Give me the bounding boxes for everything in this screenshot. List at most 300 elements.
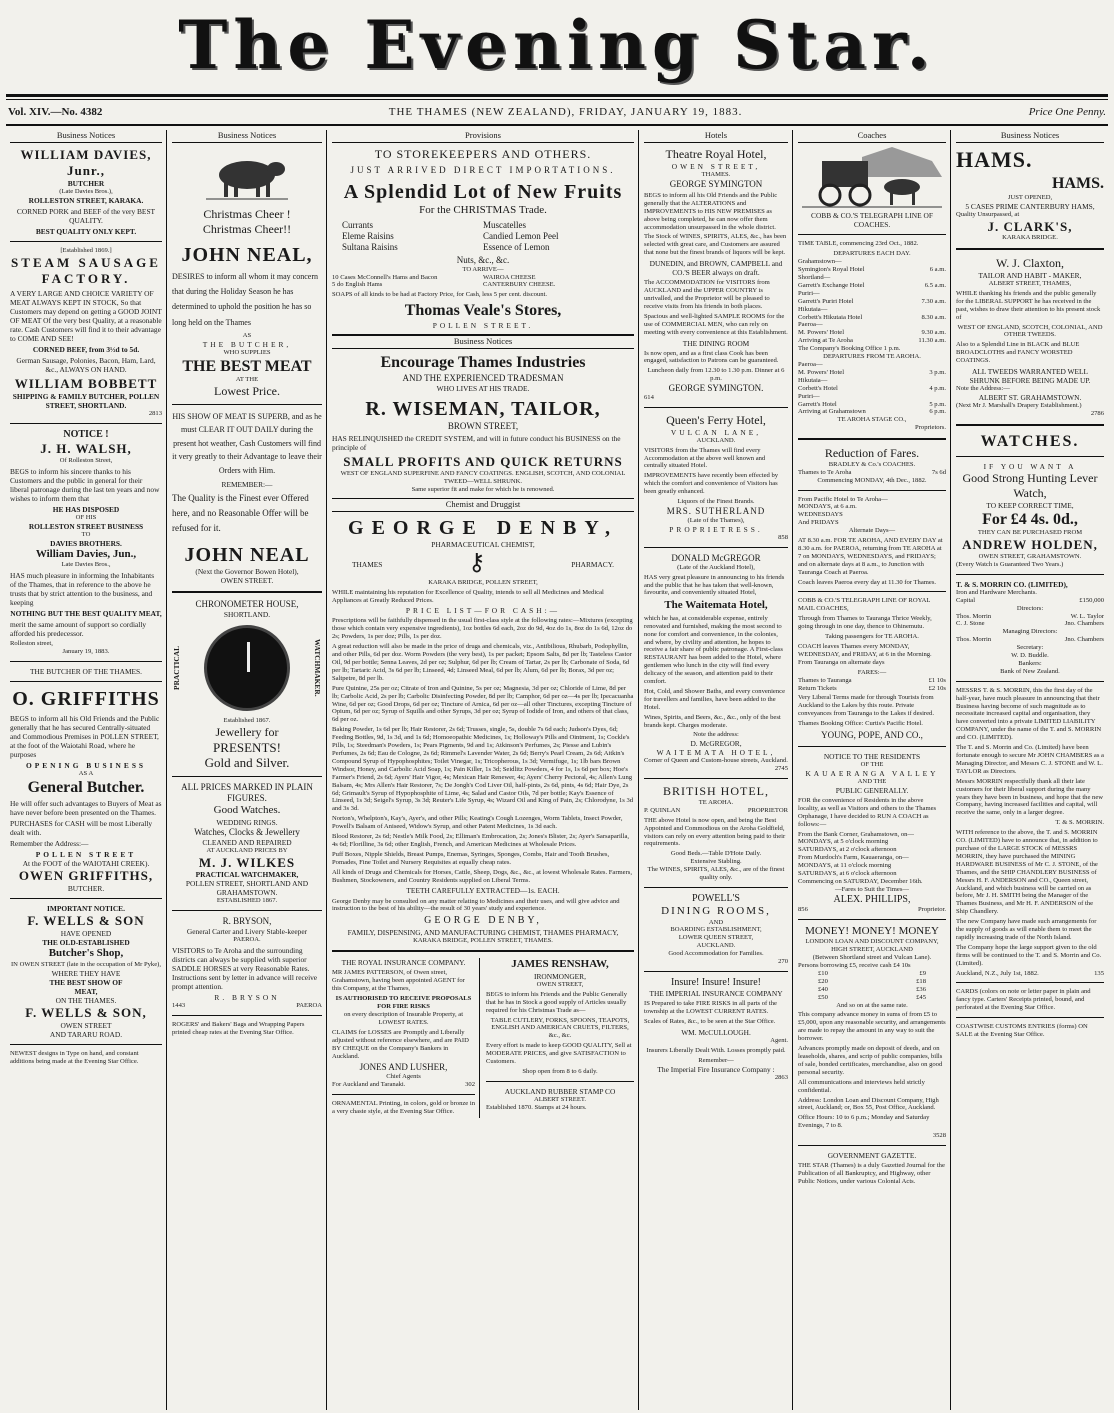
ad-line: JUST OPENED, bbox=[1007, 193, 1053, 201]
ad-line: Shop open from 8 to 6 daily. bbox=[522, 1067, 598, 1075]
ad-line: And so on at the same rate. bbox=[836, 1001, 908, 1009]
ad-line: BEST QUALITY ONLY KEPT. bbox=[35, 227, 137, 237]
ad-line: The Imperial Fire Insurance Company : bbox=[657, 1064, 775, 1074]
ad-line: ROLLESTON STREET, KARAKA. bbox=[28, 196, 144, 206]
ad-text: Very Liberal Terms made for through Tourists from Auckland to the Lakes by this route. Private conveyances from Tauranga to the Lakes if desired. bbox=[798, 694, 934, 718]
ad-line: THE DINING ROOM bbox=[682, 338, 750, 348]
ad-heading: THE ROYAL INSURANCE COMPANY. bbox=[341, 958, 466, 968]
ad-line: Directors: bbox=[1016, 604, 1044, 612]
timetable-row: Arriving at Grahamstown 6 p.m. bbox=[798, 408, 946, 416]
ad-line: AUCKLAND. bbox=[696, 942, 736, 950]
ad-text: A VERY LARGE AND CHOICE VARIETY OF MEAT ALWAYS KEPT IN STOCK, So that Customers may depend on getting a GOOD JOINT OF MEAT Of the very best Quality, at a reasonable rate. Cash Customers will find it to their advantage to COME AND SEE! bbox=[10, 288, 162, 343]
ad-number: 856 bbox=[798, 906, 808, 914]
ad-text: Blood Restorer, 2s 6d; Nestle's Milk Food, 2s; Elliman's Embrocation, 2s; Jones's Blister, 2s; Ayer's Sarsaparilla, 4s 6d; Florilline, 3s 6d; other English, French, and American Medicines at Wholesale Prices. bbox=[332, 833, 630, 848]
ad-line: Corner of Queen and Custom-house streets, Auckland. bbox=[644, 757, 788, 765]
ad-line: January 19, 1883. bbox=[62, 648, 110, 656]
ad-text: COACH leaves Thames every MONDAY, WEDNESDAY, and FRIDAY, at 6 in the Morning. From Tauranga on alternate days bbox=[798, 643, 932, 666]
ad-line: ALBERT STREET, THAMES, bbox=[988, 279, 1072, 287]
ad-text: Address: London Loan and Discount Company, High street, Auckland; or, Box 55, Post Office, Auckland. bbox=[798, 1096, 939, 1112]
ad-line: Commencing on SATURDAY, December 16th. bbox=[798, 878, 923, 886]
timetable-row: Grahamstown— bbox=[798, 258, 842, 266]
ad-line: TE AROHA STAGE CO., bbox=[837, 416, 907, 424]
ad-number: 2745 bbox=[774, 765, 788, 773]
key-icon: ⚷ bbox=[468, 550, 486, 577]
ad-line: AS A bbox=[78, 769, 94, 777]
ad-text: IMPROVEMENTS have recently been effected by which the comfort and convenience of Visitors has been greatly enhanced. bbox=[644, 472, 779, 496]
ad-text: BEGS to inform all his Old Friends and the Public generally that the ALTERATIONS and IMPROVEMENTS to HIS NEW PREMISES as above being completed, he can now offer them accommodation unsurpassed in the whole district. bbox=[644, 191, 778, 231]
section-header: Business Notices bbox=[956, 130, 1104, 143]
ad-number: 3528 bbox=[932, 1132, 946, 1140]
section-header: Business Notices bbox=[10, 130, 162, 143]
ad-line: WEST OF ENGLAND, SCOTCH, COLONIAL, AND OTHER TWEEDS. bbox=[957, 323, 1103, 339]
ad-line: WM. McCULLOUGH. bbox=[681, 1027, 751, 1037]
ad-line: FAMILY, DISPENSING, AND MANUFACTURING CHEMIST, THAMES PHARMACY, bbox=[347, 927, 619, 937]
ad-line: Quality Unsurpassed, at bbox=[956, 210, 1020, 218]
volume-number: Vol. XIV.—No. 4382 bbox=[8, 106, 103, 118]
ad-line: CANTERBURY CHEESE. bbox=[483, 281, 556, 289]
ad-text: VISITORS to Te Aroha and the surrounding districts can always be supplied with superior SADDLE HORSES at very Reasonable Rates. Instructions sent by letter in advance will receive prompt attention. bbox=[172, 946, 318, 992]
ad-line: WEDNESDAYS bbox=[798, 511, 843, 519]
ad-text: HIS SHOW OF MEAT IS SUPERB, and as he must CLEAR IT OUT DAILY during the present hot weather, Cash Customers will find it very greatly to their Advantage to leave their Orders with Him. bbox=[172, 411, 322, 476]
ad-text: IS Prepared to take FIRE RISKS in all parts of the township at the LOWEST CURRENT RATES. bbox=[644, 1000, 777, 1016]
ad-text: Insurers Liberally Dealt With. Losses promptly paid. bbox=[646, 1046, 786, 1054]
ad-line: At the FOOT of the WAIOTAHI CREEK). bbox=[22, 859, 150, 869]
ad-line: AT AUCKLAND PRICES BY bbox=[206, 846, 288, 854]
ad-line: And FRIDAYS bbox=[798, 519, 839, 527]
timetable-row: Corbett's Hotel 4 p.m. bbox=[798, 384, 946, 392]
ad-text: BEGS to inform his sincere thanks to his Customers and the public in general for their liberal patronage during the last ten years and now wishes to inform them that bbox=[10, 466, 160, 503]
ad-heading: AUCKLAND RUBBER STAMP CO bbox=[504, 1086, 616, 1096]
ad-line: The Company's Booking Office 1 p.m. bbox=[798, 345, 901, 353]
ad-line: CLEANED AND REPAIRED bbox=[202, 837, 292, 847]
ad-line: Extensive Stabling. bbox=[690, 858, 742, 866]
ad-heading: Good Watches. bbox=[213, 804, 281, 817]
timetable-row: Puriri— bbox=[798, 289, 820, 297]
ad-heading: SMALL PROFITS AND QUICK RETURNS bbox=[343, 454, 623, 470]
coach-illustration bbox=[802, 147, 942, 209]
ad-text: FOR the convenience of Residents in the above locality, as well as Visitors and others to the Thames Orphanage, I have decided to RUN A COACH as follows:— bbox=[798, 796, 937, 828]
ad-line: WHERE THEY HAVE bbox=[51, 968, 121, 978]
timetable-row: Puriri— bbox=[798, 392, 820, 400]
ad-number: 2786 bbox=[1090, 409, 1104, 417]
ad-line: From the Bank Corner, Grahamstown, on— bbox=[798, 830, 915, 838]
ad-number: 270 bbox=[778, 958, 788, 966]
ad-line: AUCKLAND. bbox=[696, 436, 736, 444]
ad-text: PURCHASES for CASH will be most Liberally dealt with. bbox=[10, 819, 153, 838]
column-rule bbox=[638, 130, 639, 1410]
ad-heading: The Waitemata Hotel, bbox=[664, 599, 768, 612]
ad-text: Pure Quinine, 25s per oz; Citrate of Iron and Quinine, 5s per oz; Magnesia, 3d per oz; Chloride of Lime, 8d per lb; Carbolic Acid, 2s per lb; Carbolic Disinfecting Powder, 8d per lb; Camphor, 6d per oz—4s per lb; Ipecacuanha Wine, 6d per oz; Good Drops, 6d per oz; Tincture of Arnica, 6d per oz—all other Tinctures, excepting Tincture of Opium, 6d per oz; Syrup of Squills and other Syrups, 3d per oz; Syrup of Iodide of Iron, and others of that class, 6d per oz. bbox=[332, 684, 634, 724]
ad-heading: M. J. WILKES bbox=[198, 854, 296, 870]
ad-line: PROPRIETOR bbox=[747, 806, 788, 814]
newspaper-title: The Evening Star. bbox=[178, 6, 936, 84]
ad-text: Hot, Cold, and Shower Baths, and every convenience for travellers and families, have been added to the Hotel. bbox=[644, 687, 785, 711]
ad-line: AND bbox=[708, 918, 724, 926]
timetable-row: Garrett's Hotel 5 p.m. bbox=[798, 400, 946, 408]
ad-text: WHILE thanking his friends and the public generally for the LIBERAL SUPPORT he has received in the past, wishes to draw their attention to his present stock of bbox=[956, 289, 1101, 321]
ad-line: ALL TWEEDS WARRANTED WELL SHRUNK BEFORE BEING MADE UP. bbox=[969, 367, 1091, 386]
ad-line: WHO SUPPLIES bbox=[223, 348, 271, 356]
ad-text: German Sausage, Polonies, Bacon, Ham, Lard, &c., ALWAYS ON HAND. bbox=[16, 355, 156, 375]
ad-line: WAIROA CHEESE bbox=[483, 273, 536, 281]
timetable-heading: DEPARTURES FROM TE AROHA. bbox=[823, 353, 921, 361]
ad-line: General Carter and Livery Stable-keeper bbox=[186, 927, 308, 937]
ad-line: VULCAN LANE, bbox=[670, 427, 762, 437]
ad-heading: BRITISH HOTEL, bbox=[663, 784, 769, 799]
ad-text: ORNAMENTAL Printing, in colors, gold or bronze in a very chaste style, at the Evening Star Office. bbox=[332, 1100, 475, 1116]
ad-line: BUTCHER bbox=[67, 179, 105, 189]
ad-line: BUTCHER. bbox=[67, 884, 105, 894]
ad-line: LOWER QUEEN STREET, bbox=[678, 934, 754, 942]
ad-line: PRICE LIST—FOR CASH:— bbox=[405, 606, 561, 616]
ad-text: The new Company have made such arrangements for the supply of goods as will enable them to meet the rapidly increasing trade of the North Island. bbox=[956, 918, 1097, 941]
ad-line: OF HIS bbox=[75, 513, 97, 521]
section-header: Provisions bbox=[332, 130, 634, 143]
ad-text: COBB & CO.'S TELEGRAPH LINE OF ROYAL MAIL COACHES, bbox=[798, 597, 931, 613]
ad-line: TO ARRIVE— bbox=[462, 265, 504, 273]
ad-line: D. McGREGOR, bbox=[690, 739, 742, 749]
ad-heading: William Davies, Jun., bbox=[35, 547, 137, 560]
ad-text: THE above Hotel is now open, and being the Best Appointed and Commodious on the Aroha Goldfield, visitors can rely on every attention being paid to their requirements. bbox=[644, 816, 786, 848]
ad-line: Auckland, N.Z., July 1st, 1882. bbox=[956, 969, 1039, 977]
ad-line: CORNED BEEF, from 3½d to 5d. bbox=[32, 344, 140, 354]
fruit-item: Essence of Lemon bbox=[483, 241, 550, 252]
ad-line: OWEN STREET. bbox=[220, 575, 274, 585]
ad-number: 2813 bbox=[148, 409, 162, 417]
ad-text: Office Hours: 10 to 6 p.m.; Monday and Saturday Evenings, 7 to 8. bbox=[798, 1114, 930, 1130]
ad-text: All communications and interviews held strictly confidential. bbox=[798, 1078, 925, 1094]
ad-line: ALL PRICES MARKED IN PLAIN FIGURES. bbox=[181, 782, 313, 804]
ad-line: Managing Directors: bbox=[1002, 628, 1058, 636]
ad-heading: Christmas Cheer!! bbox=[202, 221, 292, 236]
ad-line: Persons borrowing £5, receive cash £4 10s bbox=[798, 962, 911, 970]
ad-heading: PRESENTS! bbox=[213, 739, 281, 755]
ad-number: 614 bbox=[644, 394, 654, 402]
timetable-row: Shortland— bbox=[798, 274, 831, 282]
ad-line: Return Tickets bbox=[798, 684, 837, 692]
ad-line: TO bbox=[81, 530, 91, 538]
column-4 bbox=[640, 130, 792, 1410]
ad-line: PHARMACEUTICAL CHEMIST, bbox=[431, 540, 535, 550]
ad-text: BEGS to inform all his Old Friends and the Public generally that he has secured Centrally-situated and Commodious Premises in POLLEN STREET, at the foot of the Waiotahi Road, where he purposes bbox=[10, 713, 160, 759]
ad-number: 1443 bbox=[172, 1002, 186, 1010]
ad-line: FARES:— bbox=[857, 668, 887, 676]
ad-line: SHIPPING & FAMILY BUTCHER, POLLEN STREET, SHORTLAND. bbox=[12, 391, 160, 410]
ad-line: Secretary: bbox=[1016, 644, 1044, 652]
ad-line: 5 do English Hams bbox=[332, 281, 383, 289]
ad-text: The T. and S. Morrin and Co. (Limited) have been fortunate enough to secure Mr JOHN CHAMBERS as a Managing Director, and Messrs C. J. STONE and W. L. TAYLOR as Directors. bbox=[956, 744, 1104, 775]
masthead bbox=[0, 0, 1114, 118]
ad-line: JUST ARRIVED DIRECT IMPORTATIONS. bbox=[350, 164, 616, 175]
ad-heading: CHRONOMETER HOUSE, bbox=[195, 598, 299, 609]
ad-line: The WINES, SPIRITS, ALES, &c., are of the finest quality only. bbox=[647, 866, 785, 882]
ad-line: REMEMBER:— bbox=[221, 479, 273, 489]
ad-line: THE BEST SHOW OF bbox=[49, 977, 123, 987]
ad-line: ON THE THAMES. bbox=[55, 995, 117, 1005]
ad-heading: HAMS. bbox=[956, 147, 1033, 173]
fruit-item: Candied Lemon Peel bbox=[483, 230, 559, 241]
ad-heading: DINING ROOMS, bbox=[661, 905, 771, 918]
ad-line: HIGH STREET, AUCKLAND bbox=[831, 946, 913, 954]
section-header: Hotels bbox=[644, 130, 788, 143]
ad-text: Every effort is made to keep GOOD QUALITY, Sell at MODERATE PRICES, and give SATISFACTION to Customers. bbox=[486, 1042, 632, 1066]
ad-line: Liquors of the Finest Brands. bbox=[677, 498, 755, 506]
ad-line: TE AROHA. bbox=[698, 798, 734, 806]
ad-line: BROWN STREET, bbox=[447, 421, 519, 432]
ad-line: R. BRYSON bbox=[214, 993, 280, 1003]
ad-heading: Theatre Royal Hotel, bbox=[665, 147, 767, 162]
ad-text: MR JAMES PATTERSON, of Owen street, Grahamstown, having been appointed AGENT for this Company, at the Thames, bbox=[332, 969, 465, 993]
ad-line: Same superior fit and make for which he is renowned. bbox=[411, 485, 555, 493]
ad-line: KARAKA BRIDGE, POLLEN STREET, bbox=[428, 578, 538, 586]
ad-line: WEST OF ENGLAND SUPERFINE AND FANCY COATINGS. ENGLISH, SCOTCH, AND COLONIAL TWEED—WELL SHRUNK. bbox=[340, 469, 626, 485]
ad-text: WHILE maintaining his reputation for Excellence of Quality, intends to sell all Medicines and Medical Appliances at Greatly Reduced Prices. bbox=[332, 588, 604, 604]
ad-number: 2863 bbox=[774, 1073, 788, 1081]
ad-text: merit the same amount of support so cordially afforded his predecessor. bbox=[10, 620, 147, 639]
ad-line: KARAKA BRIDGE, POLLEN STREET, THAMES. bbox=[413, 936, 553, 944]
ad-line: Iron and Hardware Merchants. bbox=[956, 588, 1037, 596]
ad-text: Also to a Splendid Line in BLACK and BLUE BROADCLOTHS and FANCY WORSTED COATINGS. bbox=[956, 341, 1080, 365]
ad-text: CORNED PORK and BEEF of the very BEST QUALITY. bbox=[16, 207, 156, 226]
ad-line: PHARMACY. bbox=[571, 559, 614, 569]
clock-illustration bbox=[204, 625, 290, 711]
ad-line: PAEROA. bbox=[233, 936, 261, 944]
ad-line: OF THE bbox=[860, 761, 884, 769]
ad-heading: YOUNG, POPE, AND CO., bbox=[821, 730, 923, 741]
section-header: Coaches bbox=[798, 130, 946, 143]
ad-line: TEETH CAREFULLY EXTRACTED—1s. EACH. bbox=[406, 886, 560, 896]
ad-text: This company advance money in sums of from £5 to £5,000, upon any reasonable security, and arrangements are made to repay the amount in any way to suit the borrower. bbox=[798, 1011, 946, 1043]
ad-line: Bankers: bbox=[1018, 659, 1042, 667]
ad-line: Commencing MONDAY, 4th Dec., 1882. bbox=[817, 476, 927, 484]
ad-line: POLLEN STREET. bbox=[432, 320, 534, 330]
ad-heading: GOVERNMENT GAZETTE. bbox=[827, 1151, 917, 1161]
ad-text: WITH reference to the above, the T. and S. MORRIN CO. (LIMITED) have to announce that, in addition to purchase of the LARGE STOCK of MESSRS MORRIN, they have purchased the MINING HARDWARE BUSINESS of Mr C. J. STONE, of the Thames, and the SHIP CHANDLERY BUSINESS of Messrs H. F. ANDERSON and CO., Queen street, Auckland, and which business will be carried on as before, Mr J. H. SMITH being the Manager of the Thames Business, and Mr H. F. ANDERSON of the Ship Chandlery. bbox=[956, 829, 1098, 916]
ad-line: BRADLEY & Co.'s COACHES. bbox=[828, 460, 916, 468]
ad-heading: J. H. WALSH, bbox=[40, 441, 132, 457]
ad-heading: NOTICE TO THE RESIDENTS bbox=[823, 752, 921, 762]
ad-line: IRONMONGER, bbox=[534, 971, 586, 981]
ad-line: THE IMPERIAL INSURANCE COMPANY bbox=[649, 989, 783, 999]
ad-heading: J. CLARK'S, bbox=[987, 218, 1073, 234]
ad-line: HAVE OPENED bbox=[60, 929, 112, 939]
ad-line: WEDDING RINGS. bbox=[216, 817, 278, 827]
ad-line: £2 10s bbox=[928, 684, 946, 692]
timetable-row: M. Powers' Hotel 9.30 a.m. bbox=[798, 329, 946, 337]
ad-line: From Murdoch's Farm, Kauaeranga, on— bbox=[798, 854, 909, 862]
ad-heading: GEORGE DENBY, bbox=[424, 915, 542, 927]
ad-line: AS bbox=[242, 331, 252, 339]
ad-line: (Next the Governor Bowen Hotel), bbox=[195, 566, 299, 576]
ad-line: Note the address: bbox=[693, 731, 739, 739]
ad-line: Alternate Days— bbox=[848, 527, 896, 535]
divider bbox=[6, 124, 1108, 126]
fruit-item: Muscatelles bbox=[483, 219, 526, 230]
ad-line: OWEN STREET, GRAHAMSTOWN. bbox=[978, 552, 1082, 560]
ad-number: 135 bbox=[1094, 969, 1104, 977]
ad-text: Coach leaves Paeroa every day at 11.30 for Thames. bbox=[798, 578, 937, 586]
ad-heading: POWELL'S bbox=[692, 892, 740, 904]
ad-heading: HAMS. bbox=[1052, 175, 1104, 193]
ad-line: THAMES bbox=[352, 559, 383, 569]
ad-line: WHO LIVES AT HIS TRADE. bbox=[436, 383, 530, 393]
ad-line: PAEROA bbox=[296, 1002, 322, 1010]
section-header: Business Notices bbox=[172, 130, 322, 143]
ad-line: PUBLIC GENERALLY. bbox=[835, 785, 909, 795]
ad-line: ALBERT STREET. bbox=[533, 1095, 587, 1103]
ad-line: SATURDAYS, at 2 o'clock afternoon bbox=[798, 846, 897, 854]
ad-line: MEAT, bbox=[74, 986, 98, 996]
timetable-row: Garrett's Exchange Hotel 6.5 a.m. bbox=[798, 281, 946, 289]
ad-text: Messrs MORRIN respectfully thank all their late customers for their liberal support during the many years they have been in business, and hope that the new Company, having increased facilities and capital, will receive the same, only in a larger degree. bbox=[956, 777, 1104, 817]
ad-line: SHORTLAND. bbox=[223, 609, 271, 619]
ad-line: IN OWEN STREET (late in the occupation of Mr Pyke), bbox=[10, 960, 162, 968]
ad-heading: STEAM SAUSAGE FACTORY. bbox=[11, 255, 161, 286]
ad-text: The Quality is the Finest ever Offered here, and no Reasonable Offer will be refused for it. bbox=[172, 492, 309, 534]
ad-line: From Pacific Hotel to Te Aroha— bbox=[798, 495, 888, 503]
ad-line: Good Beds.—Table D'Hote Daily. bbox=[670, 850, 762, 858]
ad-line: 5 CASES PRIME CANTERBURY HAMS, bbox=[965, 201, 1095, 211]
ad-heading: ANDREW HOLDEN, bbox=[962, 537, 1098, 553]
ad-line: THE BUTCHER OF THE THAMES. bbox=[29, 667, 143, 677]
ad-text: MESSRS T. & S. MORRIN, this the first day of the half-year, have much pleasure in announcing that their Business having become of such magnitude as to necessitate increased capital and organisation, they have converted into a private LIMITED LIABILITY COMPANY, under the name of the T. and S. MORRIN and CO. (LIMITED). bbox=[956, 686, 1102, 742]
ad-text: VISITORS from the Thames will find every Accommodation at the above well known and centrally situated Hotel. bbox=[644, 446, 766, 470]
ad-line: MONDAYS, at 6 a.m. bbox=[798, 503, 857, 511]
ad-line: PROPRIETRESS. bbox=[669, 524, 763, 534]
ad-text: DESIRES to inform all whom it may concern that during the Holiday Season he has determined to uphold the position he has so long held on the Thames bbox=[172, 272, 318, 327]
ad-line: P. QUINLAN bbox=[644, 806, 681, 814]
ad-line: W. D. Buddle. bbox=[1011, 652, 1049, 660]
ad-heading: General Butcher. bbox=[27, 778, 145, 796]
ad-text: HAS very great pleasure in announcing to his friends and the public that he has taken that well-known, favourite, and conveniently situated Hotel, bbox=[644, 573, 785, 597]
ad-line: THEY CAN BE PURCHASED FROM bbox=[977, 529, 1083, 537]
price: Price One Penny. bbox=[1028, 106, 1106, 118]
ad-text: TIME TABLE, commencing 23rd Oct., 1882. bbox=[798, 240, 919, 248]
ad-text: Scales of Rates, &c., to be seen at the Star Office. bbox=[644, 1018, 776, 1026]
ad-text: Spacious and well-lighted SAMPLE ROOMS for the use of COMMERCIAL MEN, who can rely on meeting with every convenience at this Establishment. bbox=[644, 312, 788, 336]
ad-heading: Lowest Price. bbox=[214, 384, 280, 399]
ad-heading: OWEN GRIFFITHS, bbox=[18, 868, 154, 884]
ad-heading: Gold and Silver. bbox=[204, 755, 290, 771]
dateline: THE THAMES (NEW ZEALAND), FRIDAY, JANUARY 19, 1883. bbox=[388, 106, 743, 118]
ad-number: 858 bbox=[778, 533, 788, 541]
column-2 bbox=[168, 130, 326, 1410]
ad-text: The ACCOMMODATION for VISITORS from AUCKLAND and the UPPER COUNTRY is unrivalled, and the Proprietor will be pleased to receive visits from his friends in both places. bbox=[644, 279, 770, 310]
ad-line: Nuts, &c., &c. bbox=[456, 254, 510, 265]
ad-line: ESTABLISHED 1867. bbox=[216, 897, 278, 905]
ad-text: The Stock of WINES, SPIRITS, ALES, &c., has been selected with great care, and Customers are assured that none but the finest brands of liquors will be kept. bbox=[644, 233, 787, 257]
ad-text: SOAPS of all kinds to be had at Factory Price, for Cash, less 5 per cent. discount. bbox=[332, 291, 547, 299]
ad-text: AT 8.30 a.m. FOR TE AROHA, AND EVERY DAY at 8.30 a.m. for PAEROA, returning from TE AROHA at 7 on MONDAYS, WEDNESDAYS, and FRIDAYS; and on alternate days at 8 a.m., to Junction with Tauranga Coach at Paeroa. bbox=[798, 537, 943, 576]
ad-line: £150,000 bbox=[1079, 596, 1104, 604]
ad-line: ALBERT ST. GRAHAMSTOWN. bbox=[978, 393, 1082, 402]
ad-text: CARDS (colors on note or letter paper in plain and fancy type. Carters' Receipts printed, bound, and perforated at the Evening Star Office. bbox=[956, 988, 1091, 1012]
ad-heading: THE BEST MEAT bbox=[182, 357, 312, 375]
fruit-item: Sultana Raisins bbox=[342, 241, 398, 252]
ad-heading: JOHN NEAL, bbox=[181, 243, 313, 266]
ad-text: ROGERS' and Bakers' Bags and Wrapping Papers printed cheap rates at the Evening Star Office. bbox=[172, 1021, 305, 1037]
ad-heading: Encourage Thames Industries bbox=[380, 354, 586, 372]
ad-text: All kinds of Drugs and Chemicals for Horses, Cattle, Sheep, Dogs, &c., &c., at lowest Wholesale Rates. Farmers, Bushmen, Stockowners, and Country Residents supplied on Liberal Terms. bbox=[332, 868, 633, 884]
ad-text: which he has, at considerable expense, entirely renovated and furnished, making the most second to none for comfort and convenience, in the colonies, and where, by civility and attention, he hopes to receive a fair share of public patronage. A First-class RESTAURANT has been added to the Hotel, where gentlemen who lunch in the city will find every delicacy of the season, and attention paid to their comfort. bbox=[644, 614, 783, 686]
ad-line: DUNEDIN, and BROWN, CAMPBELL and CO.'S BEER always on draft. bbox=[649, 259, 783, 278]
ad-line: POLLEN STREET, SHORTLAND AND GRAHAMSTOWN. bbox=[185, 879, 309, 898]
ad-heading: DONALD McGREGOR bbox=[671, 552, 761, 563]
fruit-item: Currants bbox=[342, 219, 373, 230]
ad-heading: JONES AND LUSHER, bbox=[359, 1062, 448, 1073]
divider bbox=[6, 94, 1108, 97]
ad-line: ROLLESTON STREET BUSINESS bbox=[28, 521, 144, 531]
ad-line: AND THE EXPERIENCED TRADESMAN bbox=[402, 372, 564, 383]
ad-line: Watches, Clocks & Jewellery bbox=[194, 826, 300, 837]
column-1 bbox=[6, 130, 166, 1410]
ad-line: TO KEEP CORRECT TIME, bbox=[986, 500, 1074, 510]
ad-line: For Auckland and Taranaki. bbox=[332, 1081, 406, 1089]
ad-line: T. & S. MORRIN. bbox=[1055, 819, 1104, 827]
timetable bbox=[798, 258, 946, 416]
column-rule bbox=[166, 130, 167, 1410]
column-rule bbox=[326, 130, 327, 1410]
ad-text: A great reduction will also be made in the price of drugs and chemicals, viz., Antibilious, Rhubarb, Podophyllin, and other Pills, 6d per doz. Worm Powders (the very best), 1s per packet; Epsom Salts, 8d per lb; Tasteless Castor Oil, 9d per bottle; Senna Leaves, 2d per oz; Sulphur, 6d per lb; Cream of Tartar, 2s per lb; Carbonate of Soda, 6d per lb; Tartaric Acid, 3s 6d per lb; Linseed, 4d; Linseed Meal, 6d per lb; Alum, 6d per lb; Borax, 3d per oz; Saltpetre, 8d per lb. bbox=[332, 643, 632, 682]
column-5: Coaches COBB & CO.'S TELEGRAPH LINE OF COACHES. TIME TABLE, commencing 23rd Oct., 1882. DEPARTURES EACH DAY. Grahamstown— Symington's Royal Hotel 6 a.m. Shortland— Garrett's Exchange Hotel 6.5 a.m. Puriri— Garrett's Puriri Hotel 7.30 a.m. Hikutaia— Corbett's Hikutaia Hotel 8.30 a.m. Paeroa— M. Powers' Hotel 9.30 a.m. Arriving at Te Aroha 11.30 a.m. The Company's Booking Office 1 p.m. DEPARTURES FROM TE AROHA. Paeroa— M. Powers' Hotel 3 p.m. Hikutaia— Corbett's Hotel 4 p.m. Puriri— Garrett's Hotel 5 p.m. Arriving at Grahamstown 6 p.m. TE AROHA STAGE CO., Proprietors. Reduction of Fares. BRADLEY & Co.'s COACHES. Thames to Te Aroha 7s 6d Commencing MONDAY, 4th Dec., 1882. From Pacific Hotel to Te Aroha— MONDAYS, at 6 a.m. WEDNESDAYS And FRIDAYS Alternate Days— AT 8.30 a.m. FOR TE AROHA, AND EVERY DAY at 8.30 a.m. for PAEROA, returning from TE AROHA at 7 on MONDAYS, WEDNESDAYS, and FRIDAYS; and on alternate days at 8 a.m., to Junction with Tauranga Coach at Paeroa. Coach leaves Paeroa every day at 11.30 for Thames. COBB & CO.'S TELEGRAPH LINE OF ROYAL MAIL COACHES, Through from Thames to Tauranga Thrice Weekly, going through in one day, thence to Ohinemutu. Taking passengers for TE AROHA. COACH leaves Thames every MONDAY, WEDNESDAY, and FRIDAY, at 6 in the Morning. From Tauranga on alternate days FARES:— Thames to Tauranga £1 10s Return Tickets £2 10s Very Liberal Terms made for through Tourists from Auckland to the Lakes by this route. Private conveyances from Tauranga to the Lakes if desired. Thames Booking Office: Curtis's Pacific Hotel. YOUNG, POPE, AND CO., NOTICE TO THE RESIDENTS OF THE KAUAERANGA VALLEY AND THE PUBLIC GENERALLY. FOR the convenience of Residents in the above locality, as well as Visitors and others to the Thames Orphanage, I have decided to RUN A COACH as follows:— From the Bank Corner, Grahamstown, on— MONDAYS, at 5 o'clock morning SATURDAYS, at 2 o'clock afternoon From Murdoch's Farm, Kauaeranga, on— MONDAYS, at 11 o'clock morning SATURDAYS, at 6 o'clock afternoon Commencing on SATURDAY, December 16th. —Fares to Suit the Times— ALEX. PHILLIPS, 856 Proprietor. MONEY! MONEY! MONEY LONDON LOAN AND DISCOUNT COMPANY, HIGH STREET, AUCKLAND (Between Shortland street and Vulcan Lane). Persons borrowing £5, receive cash £4 10s £10 £9 £20 £18 £40 £36 £50 £45 And so on at the same rate. This company advance money in sums of from £5 to £5,000, upon any reasonable security, and arrangements are made to repay the amount in any way to suit the borrower. Advances promptly made on deposit of deeds, and on leaseholds, shares, and scrip of public companies, bills of sale, bonded certificates, merchandise, also on good personal security. All communications and interviews held strictly confidential. Address: London Loan and Discount Company, High street, Auckland; or, Box 55, Post Office, Auckland. Office Hours: 10 to 6 p.m.; Monday and Saturday Evenings, 7 to 8. 3528 GOVERNMENT GAZETTE. THE STAR (Thames) is a duly Gazetted Journal for the Publication of all Bankruptcy, and Highway, other Public Notices, under various Colonial Acts. bbox=[798, 130, 946, 1185]
ad-line: (Late of the Auckland Hotel), bbox=[677, 563, 755, 571]
ad-line: Bank of New Zealand. bbox=[1000, 667, 1060, 675]
ad-heading: Thomas Veale's Stores, bbox=[404, 302, 562, 320]
ad-line: Taking passengers for TE AROHA. bbox=[825, 633, 919, 641]
ad-line: For the CHRISTMAS Trade. bbox=[419, 204, 547, 217]
ad-heading: NOTICE ! bbox=[63, 428, 109, 440]
dateline-bar bbox=[8, 106, 1106, 120]
ad-line: GEORGE SYMINGTON. bbox=[668, 383, 764, 394]
ad-line: KAUAERANGA VALLEY bbox=[805, 768, 939, 778]
ad-heading: R. WISEMAN, TAILOR, bbox=[365, 397, 601, 420]
ad-line: Note the Address:— bbox=[956, 385, 1010, 393]
ad-line: PRACTICAL bbox=[172, 646, 181, 690]
ad-text: BEGS to inform his Friends and the Public Generally that he has in Stock a good supply of Articles usually required for his Christmas Trade as— bbox=[486, 990, 628, 1014]
ad-line: GEORGE SYMINGTON bbox=[669, 178, 763, 189]
ad-text: Norton's, Whelpton's, Kay's, Ayer's, and other Pills; Keating's Cough Lozenges, Worm Tablets, Insect Powder, Powell's Balsam of Aniseed, Widow's Syrup, and other Patent Medicines, 1s 3d each. bbox=[332, 815, 623, 831]
ad-heading: TO STOREKEEPERS AND OTHERS. bbox=[374, 147, 592, 162]
ad-heading: WATCHES. bbox=[980, 432, 1080, 450]
ad-line: on every description of Insurable Property, at bbox=[343, 1011, 464, 1018]
ad-heading: MONEY! MONEY! MONEY bbox=[805, 924, 939, 937]
ad-line: 7s 6d bbox=[931, 468, 946, 476]
timetable-row: Hikutaia— bbox=[798, 376, 828, 384]
ad-heading: F. WELLS & SON, bbox=[25, 1004, 147, 1020]
ad-text: Remember the Address:— bbox=[10, 839, 89, 849]
ad-line: THE BUTCHER, bbox=[202, 339, 292, 349]
ad-line: Proprietors. bbox=[915, 424, 946, 432]
ad-line: MONDAYS, at 11 o'clock morning bbox=[798, 862, 892, 870]
ad-line: AND THE bbox=[857, 778, 887, 786]
ad-line: Rolleston street, bbox=[10, 640, 53, 648]
ad-line: KARAKA BRIDGE. bbox=[1002, 234, 1058, 242]
ad-heading: Christmas Cheer ! bbox=[203, 207, 291, 222]
fruit-item: Eleme Raisins bbox=[342, 230, 394, 241]
ad-line: HE HAS DISPOSED bbox=[52, 504, 120, 514]
ad-line: Agent. bbox=[770, 1036, 788, 1044]
ad-heading: WILLIAM BOBBETT bbox=[14, 376, 158, 392]
ad-line: (Late Davies Bros.), bbox=[59, 188, 113, 196]
ad-line: AND TARARU ROAD. bbox=[49, 1029, 123, 1039]
ad-heading: Insure! Insure! Insure! bbox=[671, 976, 761, 988]
ad-line: MONDAYS, at 5 o'clock morning bbox=[798, 838, 889, 846]
ad-line: (Late of the Thames), bbox=[687, 516, 745, 524]
ad-text: Advances promptly made on deposit of deeds, and on leaseholds, shares, and scrip of public companies, bills of sale, bonded certificates, merchandise, also on good personal security. bbox=[798, 1045, 943, 1076]
ad-line: DEPARTURES EACH DAY. bbox=[833, 250, 911, 258]
ad-heading: GEORGE DENBY, bbox=[348, 517, 618, 540]
ad-line: £1 10s bbox=[928, 676, 946, 684]
